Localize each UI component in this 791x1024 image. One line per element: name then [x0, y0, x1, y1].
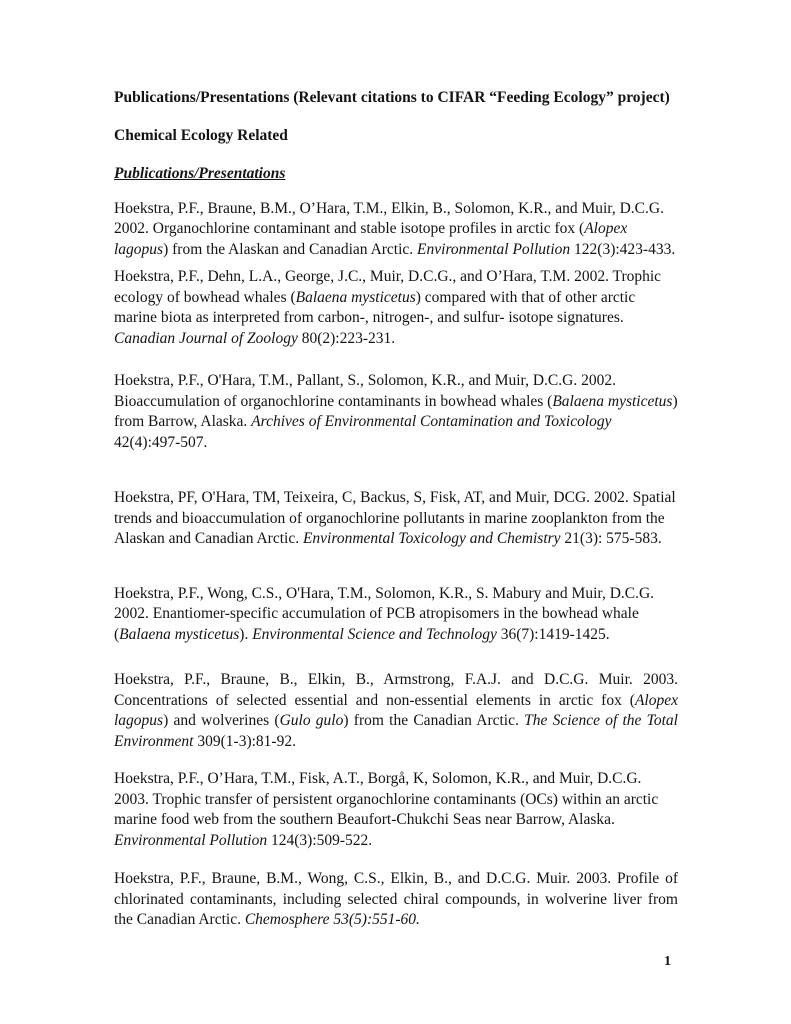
page-content — [114, 88, 678, 931]
citation-italic-text: Balaena mysticetus — [119, 625, 240, 643]
citation-text: Hoekstra, P.F., Dehn, L.A., George, J.C., Muir, D.C.G., and O’Hara, T.M. 2002. Trophic ecology of bowhead whales ( — [114, 268, 662, 306]
citation-paragraph — [114, 488, 678, 550]
citation-text: Hoekstra, P.F., O'Hara, T.M., Pallant, S., Solomon, K.R., and Muir, D.C.G. 2002. Bioaccumulation of organochlorine contaminants in bowhead whales ( — [114, 372, 616, 410]
citation-italic-text: Gulo gulo — [279, 712, 344, 729]
citation-text: Hoekstra, P.F., Braune, B.M., O’Hara, T.M., Elkin, B., Solomon, K.R., and Muir, D.C.G. 2002. Organochlorine contaminant and stable isotope profiles in arctic fox ( — [114, 199, 664, 237]
citation-text: ) from Barrow, Alaska. — [114, 392, 678, 430]
citation-text: ) from the Alaskan and Canadian Arctic. — [163, 240, 418, 258]
subsection-heading: Publications/Presentations — [114, 165, 286, 182]
citation-text: 21(3): 575-583. — [560, 530, 662, 547]
citation-paragraph — [114, 769, 678, 851]
citation-paragraph — [114, 869, 678, 931]
citation-text: ) from the Canadian Arctic. — [343, 712, 525, 729]
citation-text: 80(2):223-231. — [297, 329, 396, 347]
section-heading: Chemical Ecology Related — [114, 126, 288, 144]
citation-italic-text: Archives of Environmental Contamination and Toxicology — [251, 413, 612, 430]
citation-italic-text: Alopex lagopus — [114, 691, 678, 729]
citation-italic-text: Environmental Science and Technology — [252, 625, 497, 643]
citation-text: 36(7):1419-1425. — [496, 625, 610, 643]
citation-text: Hoekstra, P.F., O’Hara, T.M., Fisk, A.T., Borgå, K, Solomon, K.R., and Muir, D.C.G. 2003. Trophic transfer of persistent organochlorine contaminants (OCs) within an arctic marine food web from the southern Beaufort-Chukchi Seas near Barrow, Alaska. — [114, 770, 659, 828]
citation-paragraph — [114, 267, 678, 349]
citation-text: Hoekstra, P.F., Braune, B., Elkin, B., Armstrong, F.A.J. and D.C.G. Muir. 2003. Concentrations of selected essential and non-essential elements in arctic fox ( — [114, 671, 678, 709]
citation-paragraph — [114, 371, 678, 453]
page-number: 1 — [664, 954, 671, 969]
document-title: Publications/Presentations (Relevant citations to CIFAR “Feeding Ecology” project) — [114, 89, 670, 106]
citation-text: 42(4):497-507. — [114, 433, 208, 451]
citation-text: 124(3):509-522. — [267, 831, 373, 849]
citation-italic-text: Balaena mysticetus — [295, 288, 416, 306]
citation-text: 122(3):423-433. — [570, 240, 676, 258]
citation-text: ). — [239, 625, 253, 643]
citation-text: Hoekstra, P.F., Braune, B.M., Wong, C.S., Elkin, B., and D.C.G. Muir. 2003. Profile of chlorinated contaminants, including selected chiral compounds, in wolverine liver from the Canadian Arctic. — [114, 870, 678, 928]
citation-italic-text: The Science of the Total Environment — [114, 712, 678, 750]
citation-italic-text: Environmental Pollution — [114, 831, 268, 849]
citation-paragraph — [114, 199, 678, 261]
citation-text: ) and wolverines ( — [163, 712, 280, 729]
citation-paragraph — [114, 670, 678, 752]
citation-text: 309(1-3):81-92. — [193, 732, 296, 750]
citation-italic-text: Environmental Pollution — [417, 240, 571, 258]
citation-paragraph — [114, 584, 678, 646]
citation-italic-text: Canadian Journal of Zoology — [114, 329, 298, 347]
citation-text: ) compared with that of other arctic marine biota as interpreted from carbon-, nitrogen-, and sulfur- isotope signatures. — [114, 288, 636, 326]
citation-text: Hoekstra, P.F., Wong, C.S., O'Hara, T.M., Solomon, K.R., S. Mabury and Muir, D.C.G. 2002. Enantiomer-specific accumulation of PCB atropisomers in the bowhead whale ( — [114, 584, 655, 643]
citation-italic-text: Balaena mysticetus — [552, 392, 673, 410]
citation-italic-text: Environmental Toxicology and Chemistry — [302, 530, 561, 547]
citation-list — [114, 199, 678, 931]
citation-italic-text: Chemosphere 53(5):551-60. — [244, 911, 420, 928]
citation-text: Hoekstra, PF, O'Hara, TM, Teixeira, C, Backus, S, Fisk, AT, and Muir, DCG. 2002. Spatial trends and bioaccumulation of organochlorine pollutants in marine zooplankton from the Alaskan and Canadian Arctic. — [114, 489, 676, 547]
citation-italic-text: Alopex lagopus — [114, 220, 628, 258]
